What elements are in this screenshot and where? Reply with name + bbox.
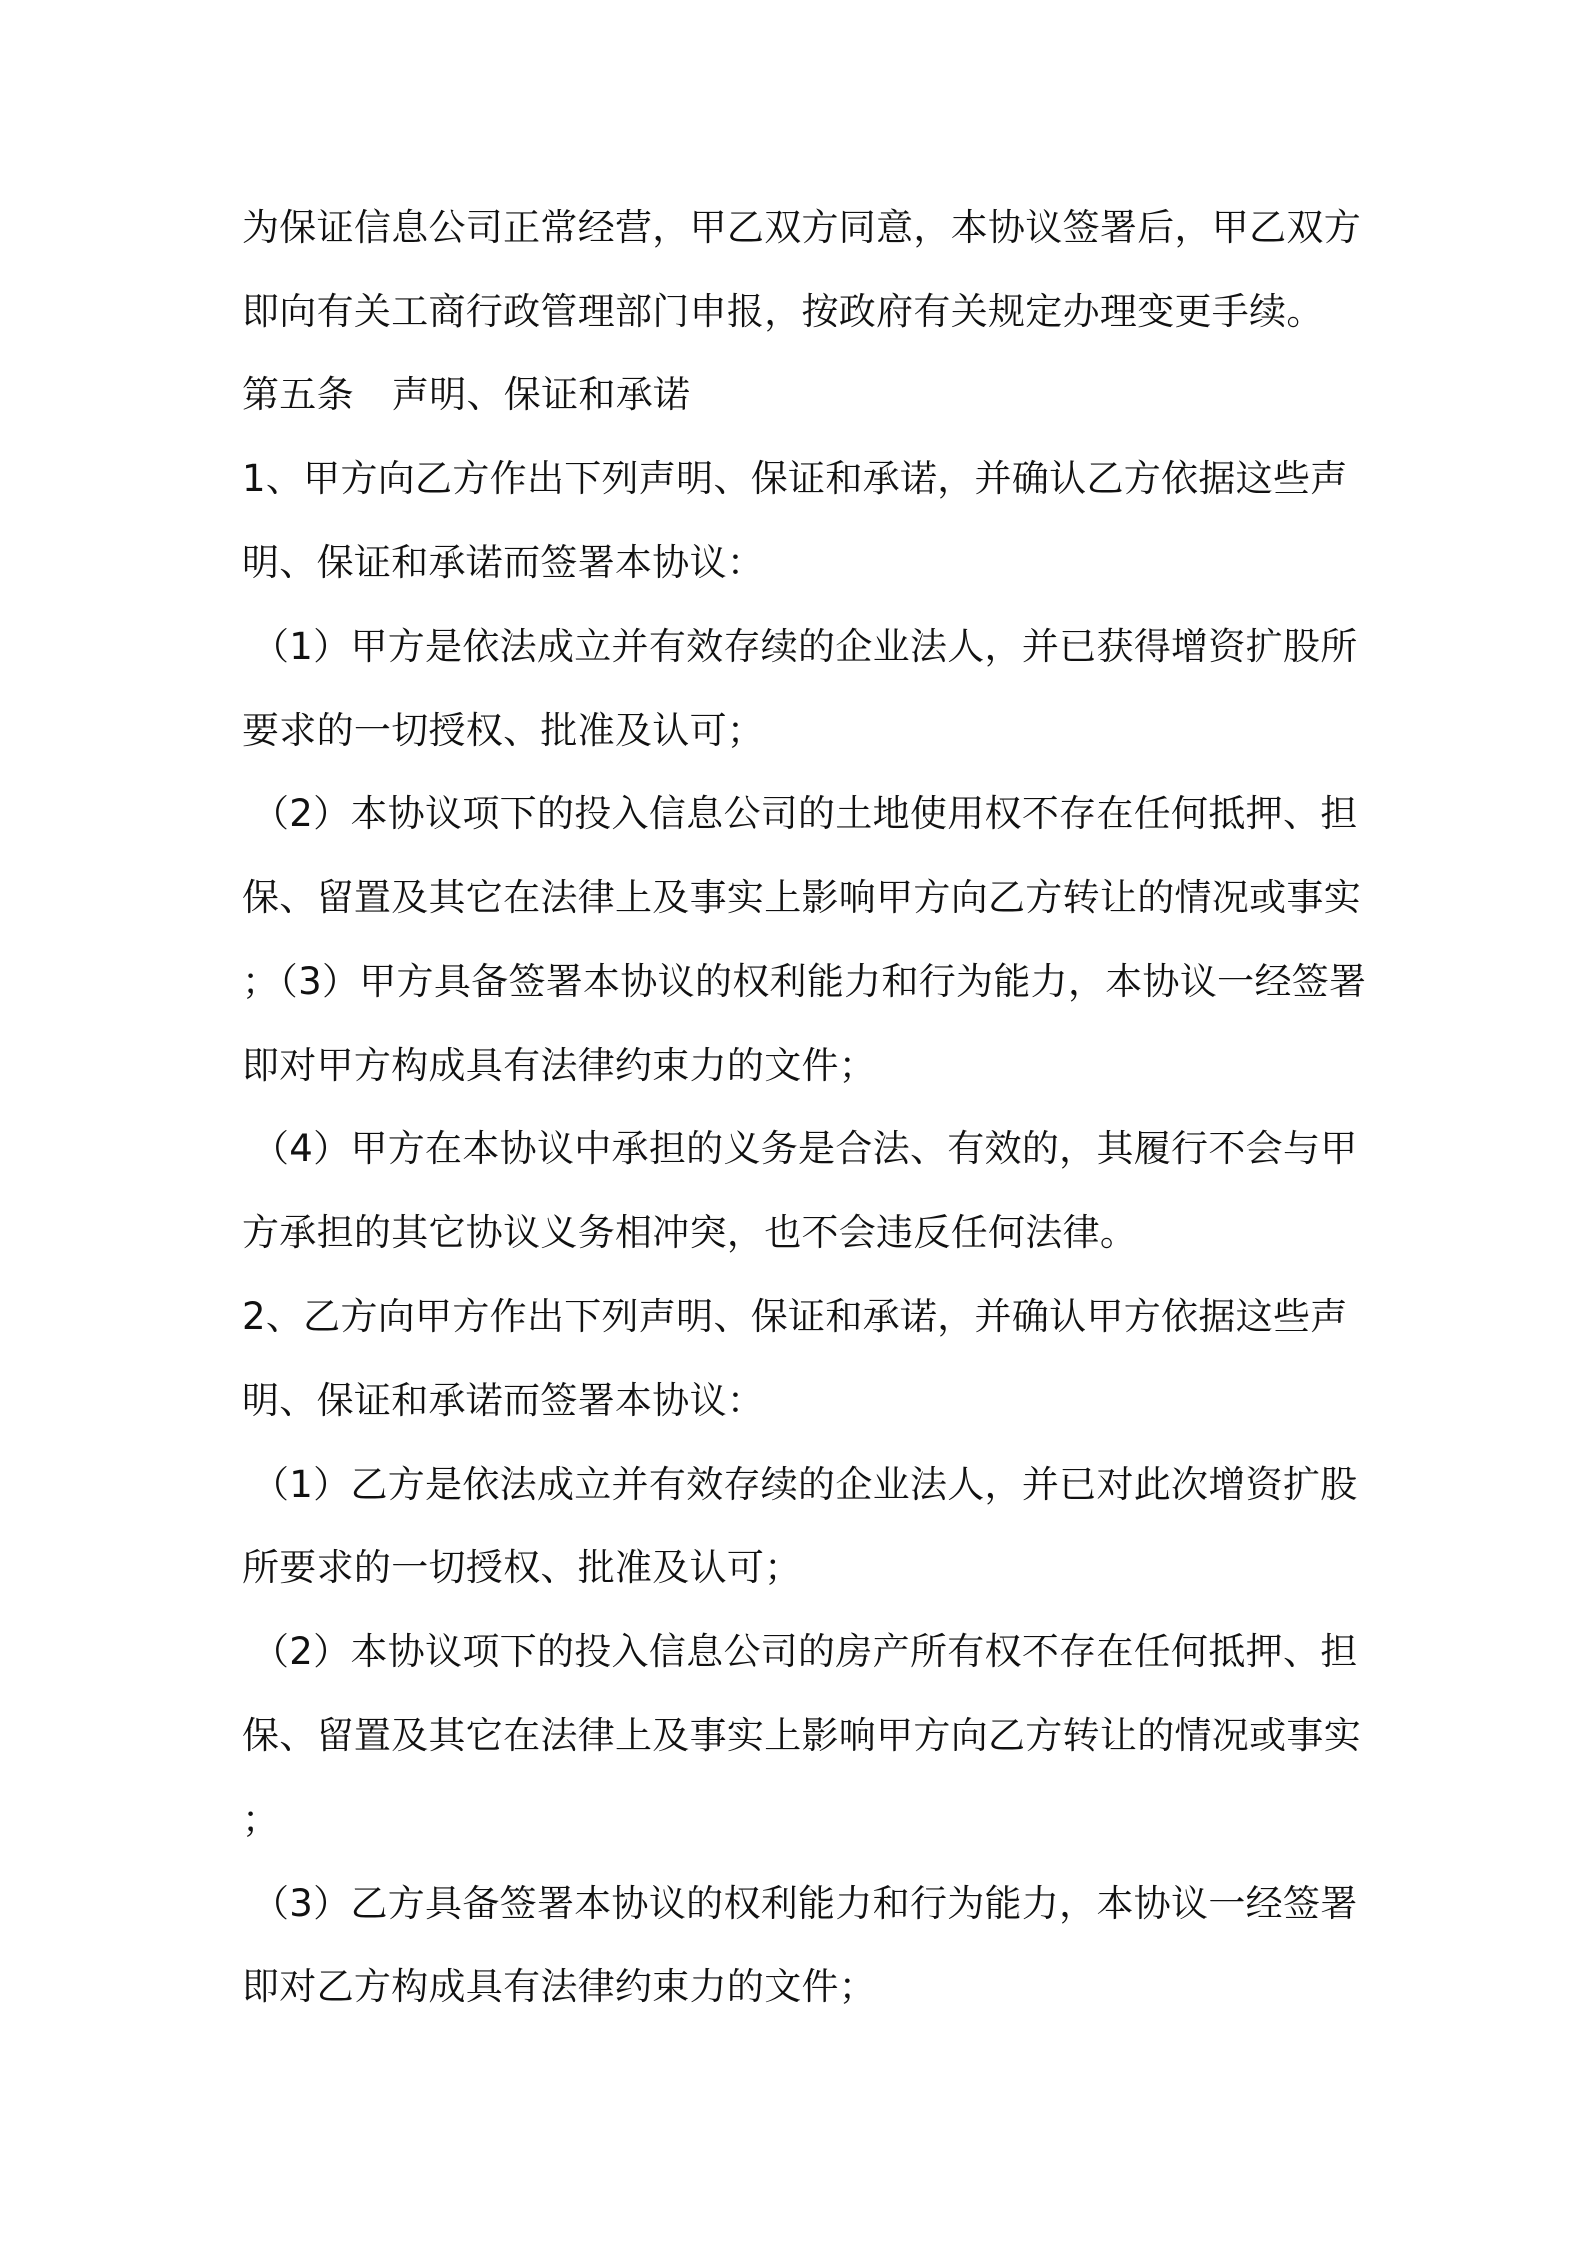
paragraph-line: 即对甲方构成具有法律约束力的文件； [242, 1044, 877, 1087]
article-heading [242, 370, 690, 420]
paragraph-line: 为保证信息公司正常经营，甲乙双方同意，本协议签署后，甲乙双方 [242, 206, 1361, 249]
paragraph-line: 即向有关工商行政管理部门申报，按政府有关规定办理变更手续。 [242, 290, 1324, 333]
paragraph-line: 所要求的一切授权、批准及认可； [242, 1546, 802, 1589]
paragraph-line: 明、保证和承诺而签署本协议： [242, 1379, 765, 1422]
paragraph-line: 保、留置及其它在法律上及事实上影响甲方向乙方转让的情况或事实 [242, 1714, 1361, 1757]
paragraph-line: ；（3）甲方具备签署本协议的权利能力和行为能力，本协议一经签署 [242, 960, 1367, 1003]
clause-line: （1）乙方是依法成立并有效存续的企业法人，并已对此次增资扩股 [252, 1463, 1358, 1506]
clause-line: （1）甲方是依法成立并有效存续的企业法人，并已获得增资扩股所 [252, 625, 1358, 668]
paragraph-line: 保、留置及其它在法律上及事实上影响甲方向乙方转让的情况或事实 [242, 876, 1361, 919]
paragraph-line: 明、保证和承诺而签署本协议： [242, 541, 765, 584]
paragraph-line: 2、乙方向甲方作出下列声明、保证和承诺，并确认甲方依据这些声 [242, 1295, 1348, 1338]
article-number: 第五条 [242, 373, 354, 416]
clause-line: （4）甲方在本协议中承担的义务是合法、有效的，其履行不会与甲 [252, 1127, 1358, 1170]
clause-line: （3）乙方具备签署本协议的权利能力和行为能力，本协议一经签署 [252, 1882, 1358, 1925]
paragraph-line: 即对乙方构成具有法律约束力的文件； [242, 1965, 877, 2008]
clause-line: （2）本协议项下的投入信息公司的房产所有权不存在任何抵押、担 [252, 1630, 1358, 1673]
paragraph-line: 1、甲方向乙方作出下列声明、保证和承诺，并确认乙方依据这些声 [242, 457, 1348, 500]
paragraph-line: 方承担的其它协议义务相冲突，也不会违反任何法律。 [242, 1211, 1138, 1254]
article-title: 声明、保证和承诺 [391, 373, 691, 416]
paragraph-line: ； [242, 1798, 280, 1841]
paragraph-line: 要求的一切授权、批准及认可； [242, 709, 765, 752]
clause-line: （2）本协议项下的投入信息公司的土地使用权不存在任何抵押、担 [252, 792, 1358, 835]
